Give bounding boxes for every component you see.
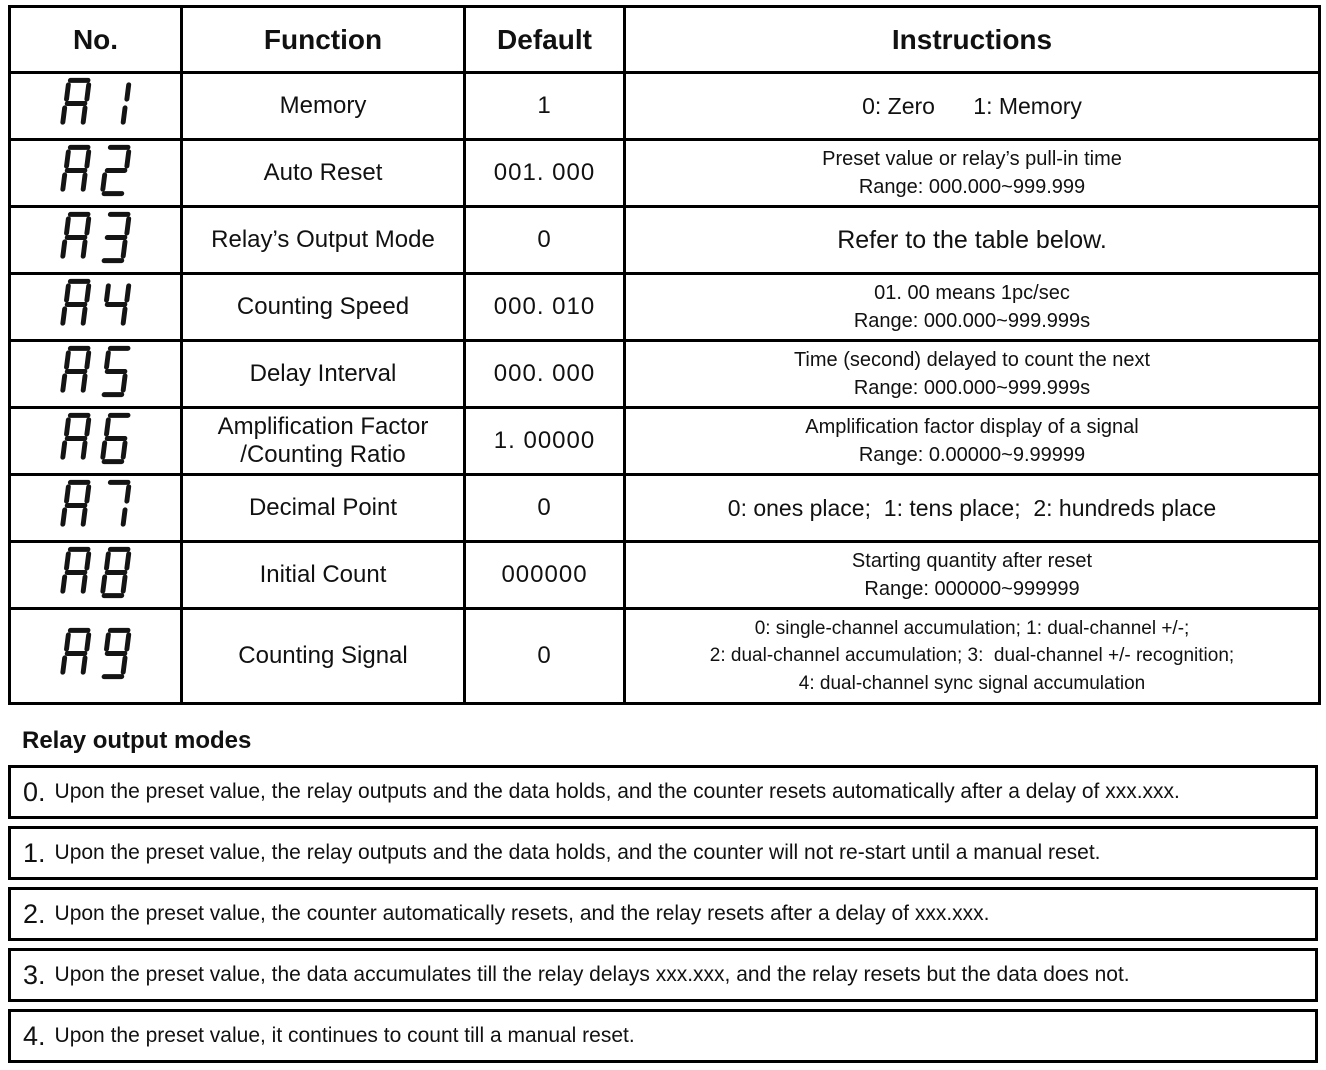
instruction-line: Preset value or relay’s pull-in time xyxy=(822,148,1122,170)
default-value: 000000 xyxy=(465,542,625,609)
mode-description: Upon the preset value, the data accumulates till the relay delays xxx.xxx, and the relay resets but the data does not. xyxy=(54,963,1130,986)
mode-number: 3. xyxy=(23,959,46,990)
instruction-line: 01. 00 means 1pc/sec xyxy=(874,282,1070,304)
mode-description: Upon the preset value, the counter automatically resets, and the relay resets after a delay of xxx.xxx. xyxy=(54,902,990,925)
table-row xyxy=(10,274,1320,341)
table-row xyxy=(10,408,1320,475)
table-row xyxy=(10,542,1320,609)
header-function: Function xyxy=(182,7,465,73)
seven-segment-display xyxy=(59,626,132,681)
default-value: 0 xyxy=(465,609,625,704)
instruction-line: 0: single-channel accumulation; 1: dual-channel +/-; xyxy=(754,617,1190,639)
instruction-line: Range: 000.000~999.999s xyxy=(853,310,1091,332)
instruction-line: Range: 000.000~999.999 xyxy=(858,176,1086,198)
relay-mode-item-4 xyxy=(8,1009,1318,1063)
seven-segment-display xyxy=(59,76,132,131)
mode-description: Upon the preset value, the relay outputs and the data holds, and the counter will not re-start until a manual reset. xyxy=(54,841,1101,864)
parameter-table xyxy=(8,5,1321,705)
default-value: 1. 00000 xyxy=(465,408,625,475)
function-label: Counting Speed xyxy=(236,293,410,321)
header-no: No. xyxy=(10,7,182,73)
relay-mode-item-1 xyxy=(8,826,1318,880)
table-row xyxy=(10,475,1320,542)
mode-number: 0. xyxy=(23,776,46,807)
function-label: Relay’s Output Mode xyxy=(211,226,435,254)
instruction-line: Range: 0.00000~9.99999 xyxy=(858,444,1086,466)
table-row xyxy=(10,207,1320,274)
default-value: 1 xyxy=(465,73,625,140)
mode-number: 2. xyxy=(23,898,46,929)
seven-segment-display xyxy=(59,277,132,332)
instruction-line: Refer to the table below. xyxy=(837,225,1107,254)
seven-segment-display xyxy=(59,143,132,198)
function-label: Counting Signal xyxy=(238,642,408,670)
instruction-line: Amplification factor display of a signal xyxy=(805,416,1139,438)
instruction-line: Range: 000000~999999 xyxy=(864,578,1080,600)
seven-segment-display xyxy=(59,344,132,399)
instruction-line: 0: Zero 1: Memory xyxy=(862,92,1082,119)
function-label: Memory xyxy=(279,92,367,120)
instruction-line: Time (second) delayed to count the next xyxy=(793,349,1151,371)
table-row xyxy=(10,73,1320,140)
relay-mode-item-0 xyxy=(8,765,1318,819)
function-label: Decimal Point xyxy=(248,494,398,522)
function-label-line2: /Counting Ratio xyxy=(240,441,406,468)
default-value: 000. 010 xyxy=(465,274,625,341)
seven-segment-display xyxy=(59,210,132,265)
function-label: Initial Count xyxy=(259,561,387,589)
default-value: 000. 000 xyxy=(465,341,625,408)
seven-segment-display xyxy=(59,411,132,466)
table-header-row xyxy=(10,7,1320,73)
mode-number: 1. xyxy=(23,837,46,868)
instruction-line: Starting quantity after reset xyxy=(851,550,1093,572)
header-instructions: Instructions xyxy=(625,7,1320,73)
seven-segment-display xyxy=(59,478,132,533)
table-row xyxy=(10,140,1320,207)
default-value: 0 xyxy=(465,207,625,274)
function-label: Auto Reset xyxy=(263,159,383,187)
default-value: 001. 000 xyxy=(465,140,625,207)
relay-mode-item-2 xyxy=(8,887,1318,941)
header-default: Default xyxy=(465,7,625,73)
instruction-line: 2: dual-channel accumulation; 3: dual-channel +/- recognition; xyxy=(709,645,1235,667)
function-label: Delay Interval xyxy=(249,360,397,388)
table-row xyxy=(10,341,1320,408)
relay-modes-title: Relay output modes xyxy=(22,727,252,754)
default-value: 0 xyxy=(465,475,625,542)
table-row xyxy=(10,609,1320,704)
instruction-line: Range: 000.000~999.999s xyxy=(853,377,1091,399)
mode-description: Upon the preset value, the relay outputs and the data holds, and the counter resets automatically after a delay of xxx.xxx. xyxy=(54,780,1180,803)
seven-segment-display xyxy=(59,545,132,600)
function-label: Amplification Factor xyxy=(217,413,429,441)
relay-mode-item-3 xyxy=(8,948,1318,1002)
instruction-line: 4: dual-channel sync signal accumulation xyxy=(798,672,1146,694)
instruction-line: 0: ones place; 1: tens place; 2: hundreds place xyxy=(727,494,1217,521)
mode-number: 4. xyxy=(23,1020,46,1051)
mode-description: Upon the preset value, it continues to count till a manual reset. xyxy=(54,1024,635,1047)
